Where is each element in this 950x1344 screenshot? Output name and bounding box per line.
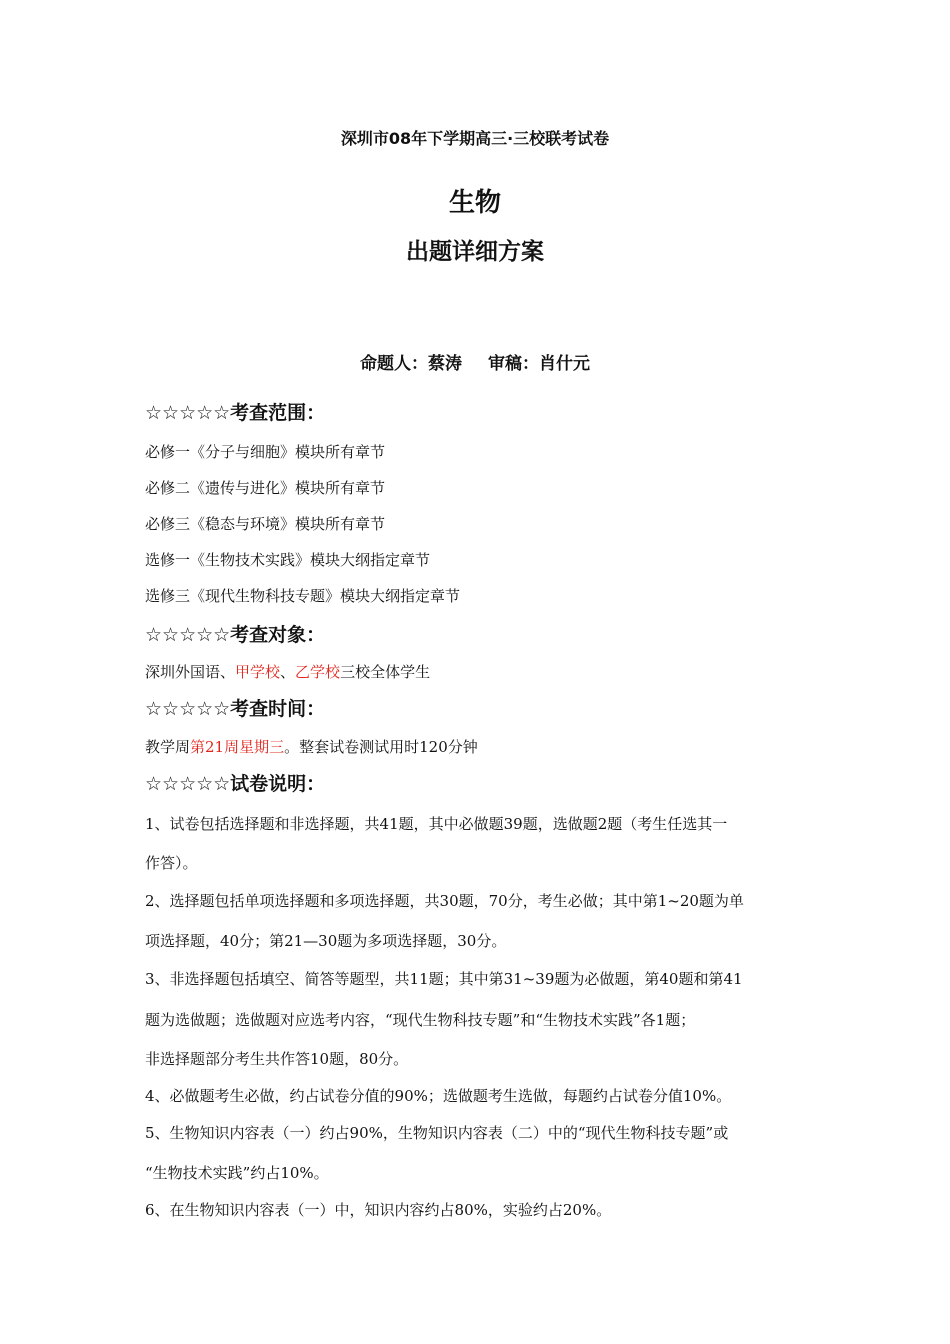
authors-line — [0, 349, 950, 374]
exam-date: 第21周星期三 — [190, 738, 285, 756]
scope-item: 必修二《遗传与进化》模块所有章节 — [145, 479, 386, 497]
target-text-part: 三校全体学生 — [340, 663, 431, 681]
note-line: 2、选择题包括单项选择题和多项选择题，共30题，70分，考生必做；其中第1~20题为单 — [145, 892, 744, 910]
note-line: 5、生物知识内容表（一）约占90%，生物知识内容表（二）中的“现代生物科技专题”或 — [145, 1124, 729, 1142]
target-text — [145, 661, 430, 682]
scope-heading: ☆☆☆☆☆考查范围： — [145, 402, 326, 424]
note-line: 非选择题部分考生共作答10题，80分。 — [145, 1050, 409, 1068]
time-text-part: 教学周 — [145, 738, 191, 756]
scope-item: 选修一《生物技术实践》模块大纲指定章节 — [145, 551, 431, 569]
proposer: 命题人：蔡涛 — [360, 354, 462, 374]
document-subtitle: 出题详细方案 — [406, 239, 544, 265]
time-text-part: 。整套试卷测试用时120分钟 — [284, 738, 478, 756]
note-line: 题为选做题；选做题对应选考内容，“现代生物科技专题”和“生物技术实践”各1题； — [145, 1011, 696, 1029]
target-heading: ☆☆☆☆☆考查对象： — [145, 624, 326, 646]
document-title: 深圳市08年下学期高三·三校联考试卷 — [340, 129, 610, 148]
scope-item: 必修一《分子与细胞》模块所有章节 — [145, 443, 386, 461]
school-a: 甲学校 — [235, 663, 281, 681]
note-line: 作答）。 — [145, 854, 198, 872]
notes-heading: ☆☆☆☆☆试卷说明： — [145, 773, 326, 795]
target-text-part: 深圳外国语、 — [145, 663, 236, 681]
time-heading: ☆☆☆☆☆考查时间： — [145, 698, 326, 720]
note-line: 项选择题，40分；第21—30题为多项选择题，30分。 — [145, 932, 507, 950]
note-line: 1、试卷包括选择题和非选择题，共41题，其中必做题39题，选做题2题（考生任选其一 — [145, 815, 728, 833]
note-line: 3、非选择题包括填空、简答等题型，共11题；其中第31~39题为必做题，第40题和第41 — [145, 970, 743, 988]
note-line: 6、在生物知识内容表（一）中，知识内容约占80%，实验约占20%。 — [145, 1201, 612, 1219]
note-line: “生物技术实践”约占10%。 — [145, 1164, 329, 1182]
scope-item: 选修三《现代生物科技专题》模块大纲指定章节 — [145, 587, 461, 605]
scope-item: 必修三《稳态与环境》模块所有章节 — [145, 515, 386, 533]
time-text — [145, 736, 478, 757]
school-b: 乙学校 — [295, 663, 341, 681]
reviewer: 审稿：肖什元 — [488, 354, 590, 374]
subject-heading: 生物 — [448, 188, 501, 218]
target-text-part: 、 — [280, 663, 296, 681]
note-line: 4、必做题考生必做，约占试卷分值的90%；选做题考生选做，每题约占试卷分值10%。 — [145, 1087, 732, 1105]
